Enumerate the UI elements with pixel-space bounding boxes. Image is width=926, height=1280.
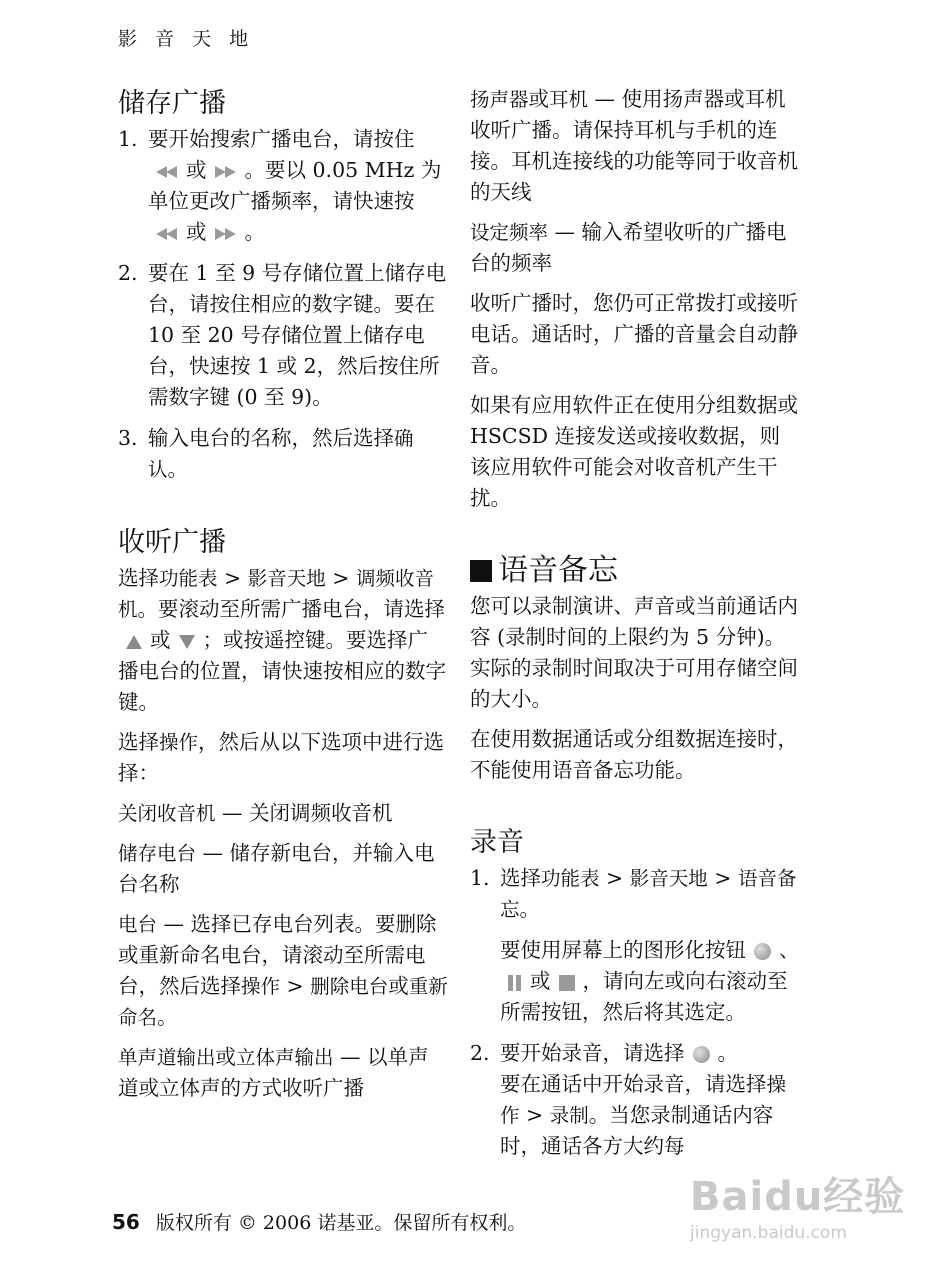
text: — 储存新电台，并输入电台名称 [118, 841, 435, 896]
section-title-voice-memo [470, 551, 800, 591]
text: 。要滚动至所需广播电台，请选择 [137, 597, 446, 621]
menu-term: 操作 [500, 1073, 787, 1127]
list-number: 2. [118, 261, 138, 285]
menu-term: 设定频率 [470, 221, 549, 244]
text: 。 [519, 897, 541, 921]
text: 或 [528, 87, 550, 111]
menu-term: 删除电台 [310, 975, 389, 998]
stop-icon [559, 975, 575, 991]
menu-term: 关闭收音机 [118, 802, 216, 825]
fast-forward-icon [215, 228, 237, 240]
menu-term: 操作 [241, 975, 281, 998]
menu-term: 语音备忘 [500, 867, 797, 921]
paragraph: 如果有应用软件正在使用分组数据或 HSCSD 连接发送或接收数据，则该应用软件可能会对收音机产生干扰。 [470, 393, 798, 510]
page-number: 56 [112, 1210, 140, 1234]
menu-term: 储存电台 [118, 842, 197, 865]
title-text: 语音备忘 [498, 553, 618, 588]
right-column [470, 84, 800, 1172]
step-text: 。 [244, 220, 265, 244]
text: > [217, 566, 248, 590]
text: ，然后从以下选项中进行选择： [118, 730, 445, 785]
option-close-radio [118, 798, 448, 829]
text: > [325, 566, 356, 590]
list-number: 3. [118, 426, 138, 450]
list-number: 2. [470, 1041, 490, 1065]
step-text: 。 [167, 457, 189, 481]
left-column [118, 84, 448, 1113]
text: > [519, 1103, 550, 1127]
list-number: 1. [118, 127, 138, 151]
text: 。 [717, 1041, 738, 1065]
menu-term: 确认 [148, 427, 414, 481]
recording-steps [470, 863, 800, 1162]
rewind-icon [156, 166, 178, 178]
or-text: 或 [186, 158, 207, 182]
text: > [280, 974, 311, 998]
paragraph: 在使用数据通话或分组数据连接时，不能使用语音备忘功能。 [470, 727, 798, 782]
menu-term: 重新命名 [118, 975, 448, 1029]
step-text: 要开始搜索广播电台，请按住 [148, 127, 415, 151]
list-item [470, 863, 800, 1028]
menu-term: 扬声器 [470, 88, 529, 111]
option-speaker-headset [470, 84, 800, 208]
text: — 以单声道或立体声的方式收听广播 [118, 1045, 429, 1100]
page-footer [112, 1208, 526, 1235]
menu-term: 耳机 [549, 88, 589, 111]
text: > [707, 866, 738, 890]
pause-icon [508, 975, 522, 991]
scroll-up-icon [126, 635, 142, 649]
menu-term: 功能表 [159, 567, 218, 590]
text: 选择 [500, 866, 541, 890]
running-header: 影 音 天 地 [118, 28, 255, 50]
paragraph: 收听广播时，您仍可正常拨打或接听电话。通话时，广播的音量会自动静音。 [470, 291, 798, 377]
text: 要在通话中开始录音，请选择 [500, 1072, 767, 1096]
step-text: 输入电台的名称，然后选择 [148, 426, 394, 450]
menu-term: 录制 [549, 1104, 589, 1127]
text: 或 [388, 974, 409, 998]
paragraph: 您可以录制演讲、声音或当前通话内容 (录制时间的上限约为 5 分钟)。实际的录制时间取决于可用存储空间的大小。 [470, 594, 798, 711]
record-icon [754, 943, 771, 960]
menu-term: 单声道输出 [118, 1046, 216, 1069]
save-radio-steps [118, 124, 448, 485]
watermark-logo: Baidu经验 [690, 1174, 906, 1220]
text: 或 [215, 1045, 237, 1069]
option-save-station [118, 838, 448, 900]
text: — 关闭调频收音机 [215, 801, 393, 825]
watermark [690, 1165, 906, 1243]
text: 。 [157, 1005, 178, 1029]
section-marker-icon [470, 560, 492, 582]
menu-term: 影音天地 [629, 867, 708, 890]
record-icon [693, 1046, 710, 1063]
text: — 选择已存电台列表。要删除或重新命名电台，请滚动至所需电台，然后选择 [118, 912, 437, 998]
text: > [599, 866, 630, 890]
text: ，请向左或向右滚动至所需按钮，然后将其选定。 [500, 969, 788, 1024]
menu-term: 立体声输出 [236, 1046, 334, 1069]
watermark-url: jingyan.baidu.com [690, 1223, 847, 1243]
list-item [118, 423, 448, 485]
option-stations [118, 909, 448, 1033]
menu-term: 影音天地 [247, 567, 326, 590]
text: 、 [779, 938, 800, 962]
copyright-text: 版权所有 © 2006 诺基亚。保留所有权利。 [155, 1212, 527, 1234]
list-item [470, 1038, 800, 1162]
menu-term: 功能表 [541, 867, 600, 890]
option-set-frequency [470, 217, 800, 279]
rewind-icon [156, 228, 178, 240]
text: 要开始录音，请选择 [500, 1041, 685, 1065]
step-text: 要在 1 至 9 号存储位置上储存电台，请按住相应的数字键。要在 10 至 20 号存储位置上储存电台，快速按 1 或 2，然后按住所需数字键 (0 至 9)。 [148, 261, 447, 409]
step-text: 。要以 0.05 MHz 为单位更改广播频率，请快速按 [148, 158, 442, 213]
list-number: 1. [470, 866, 490, 890]
text: 要使用屏幕上的图形化按钮 [500, 938, 746, 962]
text: — 输入希望收听的广播电台的频率 [470, 220, 787, 275]
list-item [118, 258, 448, 413]
menu-term: 操作 [159, 731, 199, 754]
section-title-recording: 录音 [470, 827, 524, 858]
fast-forward-icon [215, 166, 237, 178]
or-text: 或 [186, 220, 207, 244]
step-note [500, 935, 800, 1028]
section-title-save-radio: 储存广播 [118, 88, 226, 119]
paragraph [118, 563, 448, 718]
or-text: 或 [150, 628, 171, 652]
list-item [118, 124, 448, 248]
scroll-down-icon [179, 635, 195, 649]
section-title-listen-radio: 收听广播 [118, 527, 226, 558]
text: — 使用扬声器或耳机收听广播。请保持耳机与手机的连接。耳机连接线的功能等同于收音机的天线 [470, 87, 798, 204]
text: 。当您录制通话内容时，通话各方大约每 [500, 1103, 774, 1158]
menu-term: 调频收音机 [118, 567, 434, 621]
text: 选择 [118, 730, 159, 754]
text: 选择 [118, 566, 159, 590]
menu-term: 电台 [118, 913, 158, 936]
or-text: 或 [530, 969, 551, 993]
paragraph [118, 727, 448, 789]
text: ；或按遥控键。要选择广播电台的位置，请快速按相应的数字键。 [118, 628, 446, 714]
option-mono-stereo [118, 1042, 448, 1104]
